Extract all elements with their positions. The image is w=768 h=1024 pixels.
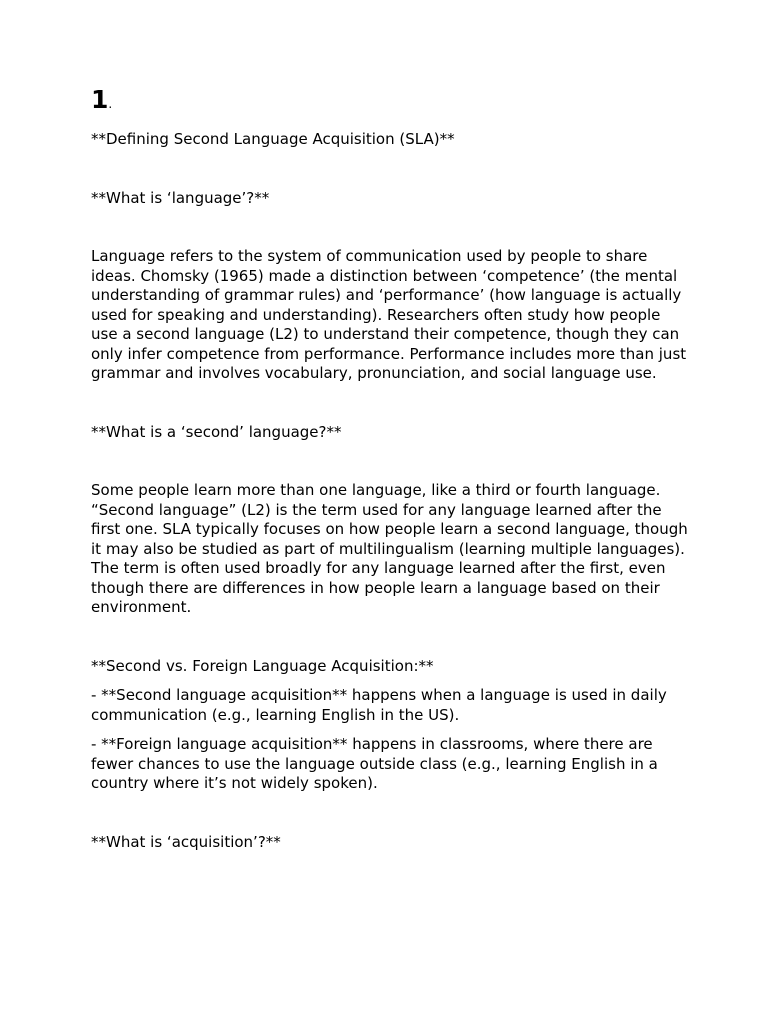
section-number: [91, 85, 691, 119]
heading-second-language: **What is a ‘second’ language?**: [91, 422, 342, 441]
heading-second-vs-foreign: **Second vs. Foreign Language Acquisition:**: [91, 656, 434, 675]
list-item-foreign-language-acquisition: - **Foreign language acquisition** happens in classrooms, where there are fewer chances to use the language outside class (e.g., learning English in a country where it’s not widely spoken).: [91, 735, 658, 792]
section-number-value: 1: [91, 85, 109, 114]
heading-language: **What is ‘language’?**: [91, 188, 270, 207]
document-page: [91, 85, 691, 852]
list-item-second-language-acquisition: - **Second language acquisition** happens when a language is used in daily communication (e.g., learning English in the US).: [91, 686, 667, 724]
heading-acquisition: **What is ‘acquisition’?**: [91, 832, 281, 851]
section-number-suffix: .: [108, 97, 113, 111]
paragraph-second-language: Some people learn more than one language, like a third or fourth language. “Second language” (L2) is the term used for any language learned after the first one. SLA typically focuses on how people learn a second language, though it may also be studied as part of multilingualism (learning multiple languages). The term is often used broadly for any language learned after the first, even though there are differences in how people learn a language based on their environment.: [91, 481, 688, 616]
paragraph-language: Language refers to the system of communication used by people to share ideas. Chomsky (1965) made a distinction between ‘competence’ (the mental understanding of grammar rules) and ‘performance’ (how language is actually used for speaking and understanding). Researchers often study how people use a second language (L2) to understand their competence, though they can only infer competence from performance. Performance includes more than just grammar and involves vocabulary, pronunciation, and social language use.: [91, 247, 687, 382]
document-title: **Defining Second Language Acquisition (SLA)**: [91, 130, 455, 148]
